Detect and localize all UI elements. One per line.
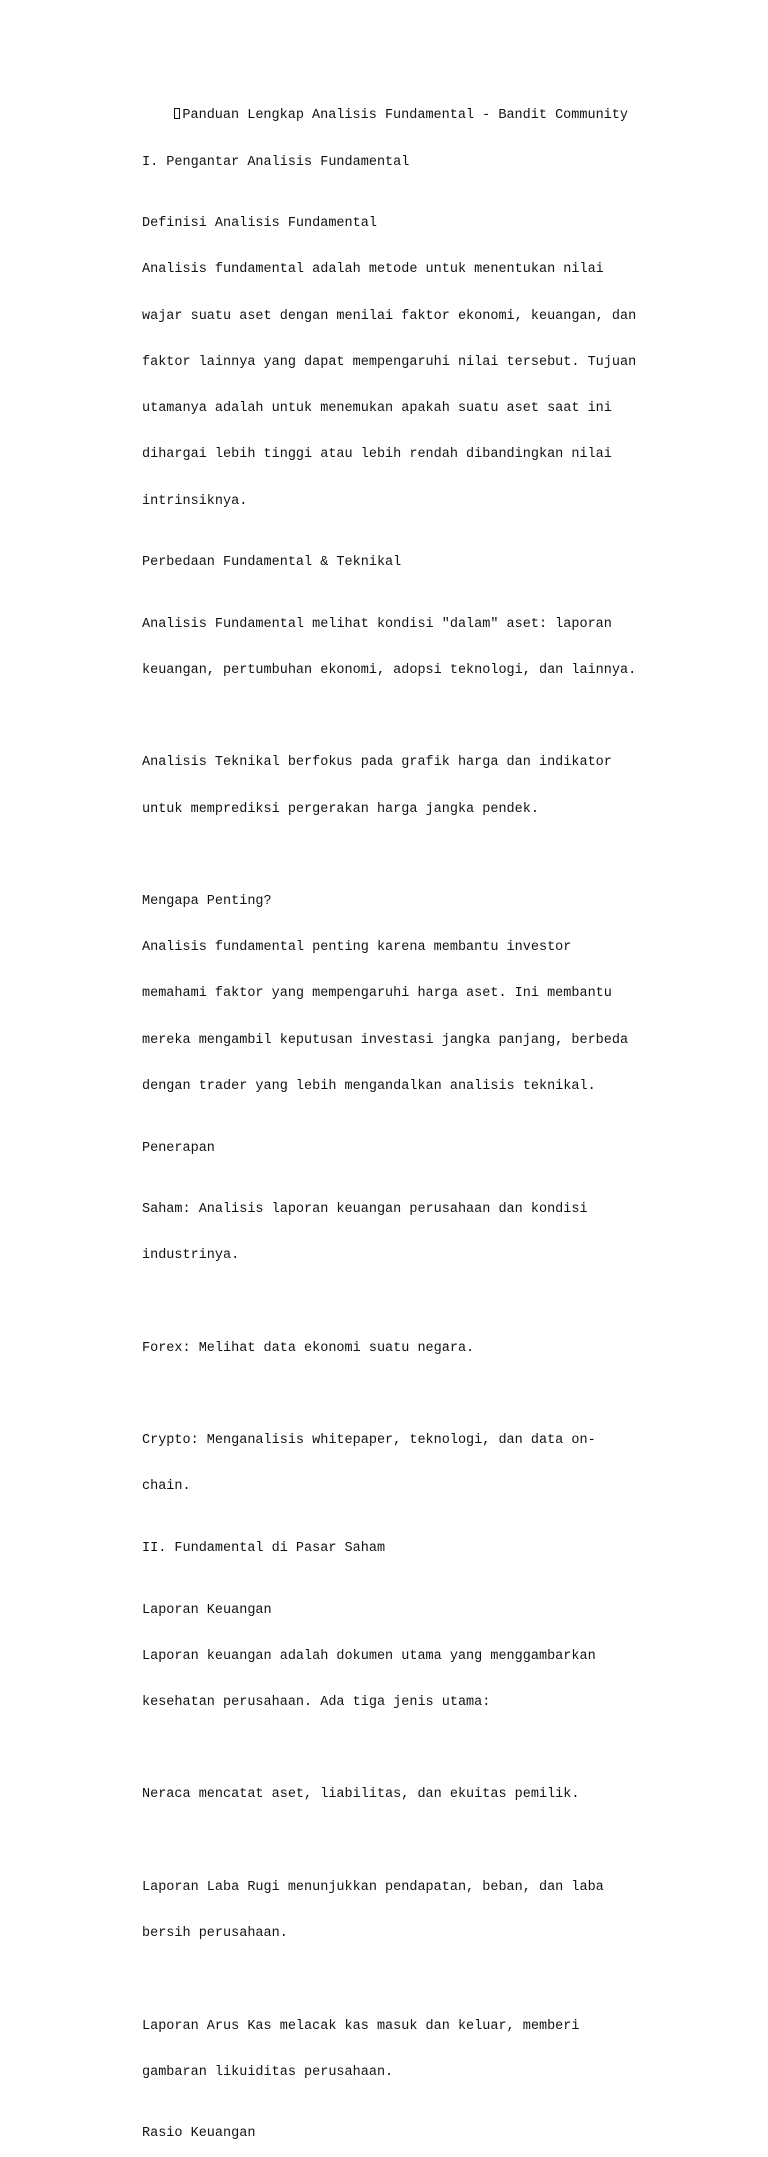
importance-heading: Mengapa Penting? [142, 894, 272, 910]
fundamental-description [142, 586, 637, 709]
paragraph-line: Analisis Teknikal berfokus pada grafik harga dan indikator [142, 755, 612, 771]
paragraph-line: intrinsiknya. [142, 493, 248, 509]
definition-heading: Definisi Analisis Fundamental [142, 216, 377, 232]
paragraph-line: mereka mengambil keputusan investasi jangka panjang, berbeda [142, 1032, 629, 1048]
paragraph-line: kesehatan perusahaan. Ada tiga jenis utama: [142, 1695, 491, 1711]
paragraph-line: Analisis fundamental adalah metode untuk menentukan nilai [142, 262, 604, 278]
paragraph-line: Neraca mencatat aset, liabilitas, dan ekuitas pemilik. [142, 1787, 580, 1803]
application-heading: Penerapan [142, 1140, 215, 1156]
paragraph-line: faktor lainnya yang dapat mempengaruhi nilai tersebut. Tujuan [142, 354, 637, 370]
paragraph-line: gambaran likuiditas perusahaan. [142, 2064, 394, 2080]
paragraph-line: bersih perusahaan. [142, 1926, 288, 1942]
paragraph-line: chain. [142, 1479, 191, 1495]
paragraph-line: dihargai lebih tinggi atau lebih rendah dibandingkan nilai [142, 447, 612, 463]
paragraph-line: Analisis fundamental penting karena membantu investor [142, 940, 572, 956]
financial-report-heading: Laporan Keuangan [142, 1602, 272, 1618]
document-page [142, 93, 637, 2157]
balance-sheet-description [142, 1757, 632, 1834]
application-stocks [142, 1171, 632, 1294]
difference-heading: Perbedaan Fundamental & Teknikal [142, 555, 402, 571]
application-forex [142, 1310, 632, 1387]
paragraph-line: Laporan Arus Kas melacak kas masuk dan keluar, memberi [142, 2018, 580, 2034]
paragraph-line: memahami faktor yang mempengaruhi harga aset. Ini membantu [142, 986, 612, 1002]
paragraph-line: utamanya adalah untuk menemukan apakah suatu aset saat ini [142, 401, 612, 417]
document-title [142, 93, 632, 139]
cash-flow-description [142, 1988, 632, 2111]
paragraph-line: Crypto: Menganalisis whitepaper, teknologi, dan data on- [142, 1433, 596, 1449]
income-statement-description [142, 1849, 632, 1972]
financial-ratio-heading: Rasio Keuangan [142, 2126, 256, 2142]
technical-description [142, 725, 632, 848]
section-heading-1: I. Pengantar Analisis Fundamental [142, 154, 410, 170]
financial-report-block [142, 1572, 632, 1741]
paragraph-line: industrinya. [142, 1248, 240, 1264]
application-crypto [142, 1402, 632, 1525]
paragraph-line: dengan trader yang lebih mengandalkan analisis teknikal. [142, 1078, 596, 1094]
importance-block [142, 863, 632, 1125]
document-title-text: Panduan Lengkap Analisis Fundamental - Bandit Community [182, 108, 628, 124]
section-heading-2: II. Fundamental di Pasar Saham [142, 1541, 386, 1557]
paragraph-line: Laporan Laba Rugi menunjukkan pendapatan, beban, dan laba [142, 1879, 604, 1895]
paragraph-line: keuangan, pertumbuhan ekonomi, adopsi teknologi, dan lainnya. [142, 662, 637, 678]
paragraph-line: untuk memprediksi pergerakan harga jangka pendek. [142, 801, 539, 817]
definition-block [142, 185, 637, 539]
paragraph-line: wajar suatu aset dengan menilai faktor ekonomi, keuangan, dan [142, 308, 637, 324]
paragraph-line: Saham: Analisis laporan keuangan perusahaan dan kondisi [142, 1202, 588, 1218]
missing-glyph-icon [174, 108, 180, 119]
paragraph-line: Analisis Fundamental melihat kondisi "dalam" aset: laporan [142, 616, 612, 632]
paragraph-line: Forex: Melihat data ekonomi suatu negara. [142, 1340, 475, 1356]
paragraph-line: Laporan keuangan adalah dokumen utama yang menggambarkan [142, 1648, 596, 1664]
